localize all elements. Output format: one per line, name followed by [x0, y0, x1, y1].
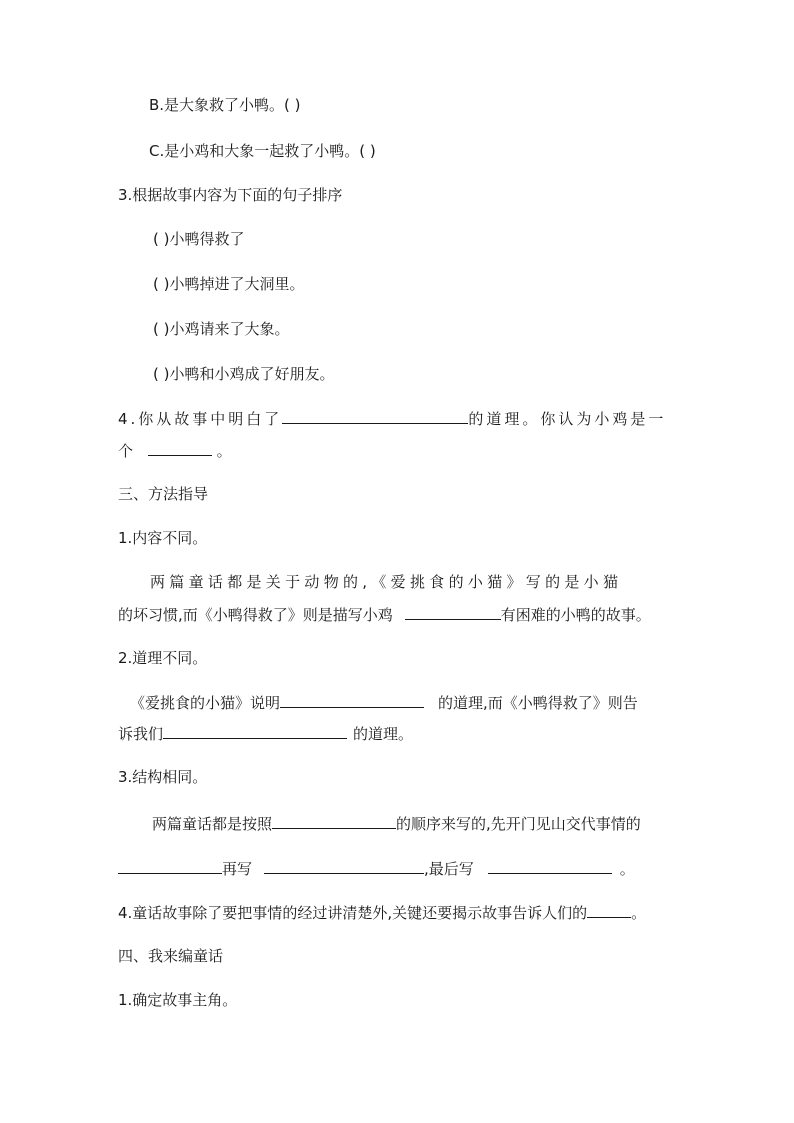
section-3-item-2-line-1: [130, 692, 638, 713]
q4-text-a: 4.你从故事中明白了: [118, 410, 283, 428]
q4-line-2: [118, 440, 232, 461]
q3-item-2: ( )小鸭掉进了大洞里。: [153, 275, 305, 293]
item4-end: 。: [631, 904, 647, 922]
item1-text-a: 的坏习惯,而《小鸭得救了》则是描写小鸡: [118, 606, 393, 624]
section-3-item-3-title: 3.结构相同。: [118, 768, 208, 786]
item2-blank-1[interactable]: [280, 692, 424, 708]
item3-blank-3[interactable]: [264, 858, 424, 874]
section-4-heading: 四、我来编童话: [118, 947, 224, 965]
item3-text-d: ,最后写: [424, 860, 474, 878]
item3-blank-2[interactable]: [118, 858, 222, 874]
item2-text-a: 《爱挑食的小猫》说明: [130, 694, 281, 712]
item3-text-c: 再写: [222, 860, 253, 878]
section-3-item-2-line-2: [118, 723, 413, 744]
q3-title: 3.根据故事内容为下面的句子排序: [118, 186, 343, 204]
q4-text-b: 的道理。你认为小鸡是一: [468, 410, 667, 428]
section-3-heading: 三、方法指导: [118, 485, 209, 503]
section-4-item-1-title: 1.确定故事主角。: [118, 991, 238, 1009]
section-3-item-4: [118, 902, 646, 923]
section-3-item-3-line-1: [152, 813, 641, 834]
q4-blank-1[interactable]: [282, 408, 468, 424]
item3-blank-4[interactable]: [488, 858, 612, 874]
section-3-item-1-line-2: [118, 604, 651, 625]
item2-text-d: 的道理。: [353, 725, 414, 743]
q2-option-b: B.是大象救了小鸭。( ): [149, 96, 301, 114]
item3-text-b: 的顺序来写的,先开门见山交代事情的: [396, 815, 641, 833]
item3-text-e: 。: [619, 860, 635, 878]
item1-blank[interactable]: [405, 604, 501, 620]
q2-option-c: C.是小鸡和大象一起救了小鸭。( ): [149, 142, 376, 160]
section-3-item-1-title: 1.内容不同。: [118, 529, 208, 547]
section-3-item-2-title: 2.道理不同。: [118, 649, 208, 667]
q4-line-1: [118, 408, 666, 429]
q4-blank-2[interactable]: [148, 440, 212, 456]
q3-item-4: ( )小鸭和小鸡成了好朋友。: [153, 365, 335, 383]
q3-item-3: ( )小鸡请来了大象。: [153, 320, 290, 338]
section-3-item-3-line-2: [118, 858, 635, 879]
item2-text-b: 的道理,而《小鸭得救了》则告: [438, 694, 638, 712]
item2-text-c: 诉我们: [118, 725, 164, 743]
item4-text: 4.童话故事除了要把事情的经过讲清楚外,关键还要揭示故事告诉人们的: [118, 904, 588, 922]
item3-blank-1[interactable]: [272, 813, 396, 829]
item2-blank-2[interactable]: [163, 723, 347, 739]
q4-text-d: 。: [216, 442, 232, 460]
q4-text-c: 个: [118, 442, 134, 460]
item4-blank[interactable]: [587, 902, 631, 918]
section-3-item-1-line-1: 两篇童话都是关于动物的,《爱挑食的小猫》写的是小猫: [150, 573, 623, 591]
q3-item-1: ( )小鸭得救了: [153, 230, 245, 248]
item1-text-b: 有困难的小鸭的故事。: [500, 606, 651, 624]
item3-text-a: 两篇童话都是按照: [152, 815, 273, 833]
